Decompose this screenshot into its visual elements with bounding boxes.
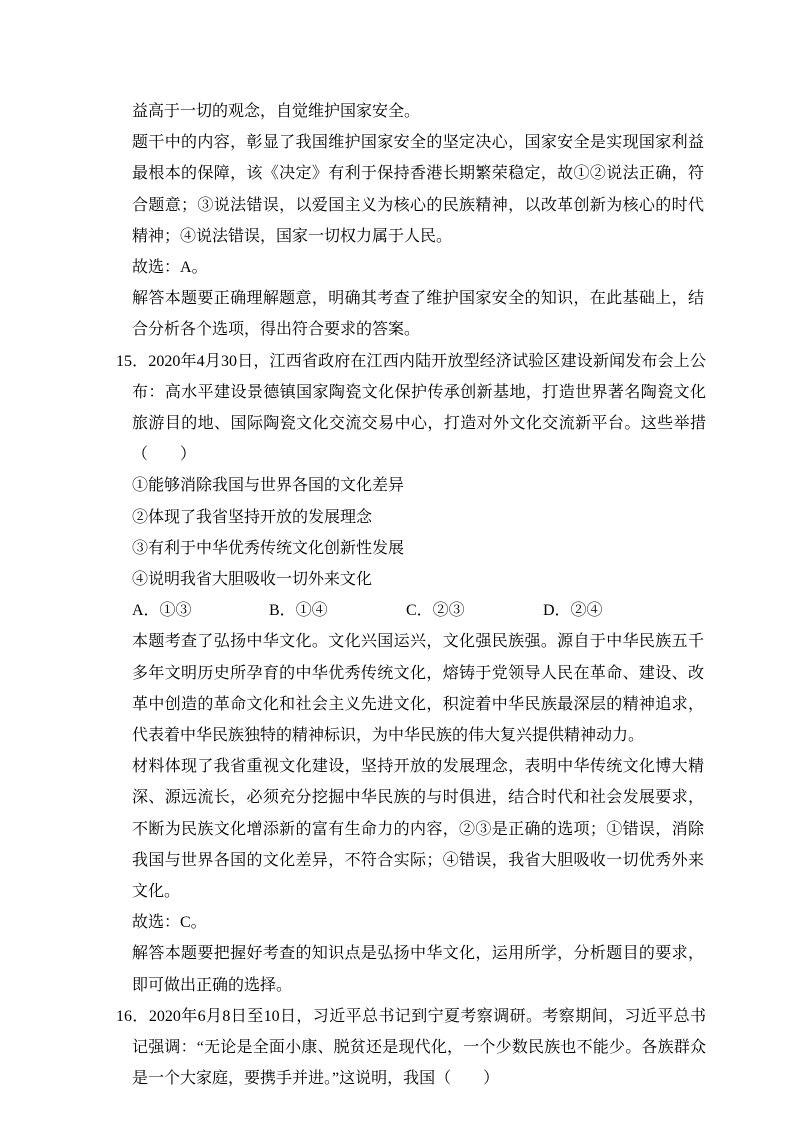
list-item: ②体现了我省坚持开放的发展理念: [132, 508, 373, 526]
question-text: 2020年6月8日至10日，习近平总书记到宁夏考察调研。考察期间，习近平总书记强调：“无论是全面小康、脱贫还是现代化，一个少数民族也不能少。各族群众是一个大家庭，要携手并进。”这说明，我国（ ）: [132, 1007, 706, 1088]
option-c: C．②③: [406, 602, 465, 620]
option-d: D．②④: [543, 602, 603, 620]
answer-options-row: [132, 595, 704, 626]
list-item: ③有利于中华优秀传统文化创新性发展: [132, 539, 405, 557]
question-number: 15．: [116, 352, 149, 370]
paragraph: 故选：C。: [132, 914, 207, 932]
question-paragraph: [116, 346, 706, 471]
question-text: 2020年4月30日，江西省政府在江西内陆开放型经济试验区建设新闻发布会上公布：高水平建设景德镇国家陶瓷文化保护传承创新基地，打造世界著名陶瓷文化旅游目的地、国际陶瓷文化交流交易中心，打造对外文化交流新平台。这些举措（ ）: [132, 352, 706, 464]
paragraph: 本题考查了弘扬中华文化。文化兴国运兴，文化强民族强。源自于中华民族五千多年文明历史所孕育的中华优秀传统文化，熔铸于党领导人民在革命、建设、改革中创造的革命文化和社会主义先进文化，积淀着中华民族最深层的精神追求，代表着中华民族独特的精神标识，为中华民族的伟大复兴提供精神动力。: [132, 633, 704, 745]
option-b: B．①④: [269, 602, 328, 620]
paragraph: 解答本题要把握好考查的知识点是弘扬中华文化，运用所学，分析题目的要求，即可做出正确的选择。: [132, 945, 704, 994]
option-a: A．①③: [132, 602, 192, 620]
paragraph: 故选：A。: [132, 259, 208, 277]
question-paragraph: [116, 1001, 706, 1095]
question-number: 16．: [116, 1007, 149, 1025]
paragraph: 题干中的内容，彰显了我国维护国家安全的坚定决心，国家安全是实现国家利益最根本的保障，该《决定》有利于保持香港长期繁荣稳定，故①②说法正确，符合题意；③说法错误，以爱国主义为核心的民族精神，以改革创新为核心的时代精神；④说法错误，国家一切权力属于人民。: [132, 134, 704, 245]
paragraph: 益高于一切的观念，自觉维护国家安全。: [132, 103, 421, 120]
list-item: ①能够消除我国与世界各国的文化差异: [132, 477, 405, 495]
list-item: ④说明我省大胆吸收一切外来文化: [132, 571, 373, 589]
paragraph: 解答本题要正确理解题意，明确其考查了维护国家安全的知识，在此基础上，结合分析各个选项，得出符合要求的答案。: [132, 290, 704, 339]
paragraph: 材料体现了我省重视文化建设，坚持开放的发展理念，表明中华传统文化博大精深、源远流长，必须充分挖掘中华民族的与时俱进，结合时代和社会发展要求，不断为民族文化增添新的富有生命力的内容，②③是正确的选项；①错误，消除我国与世界各国的文化差异，不符合实际；④错误，我省大胆吸收一切优秀外来文化。: [132, 758, 704, 901]
document-body: [116, 96, 706, 1095]
